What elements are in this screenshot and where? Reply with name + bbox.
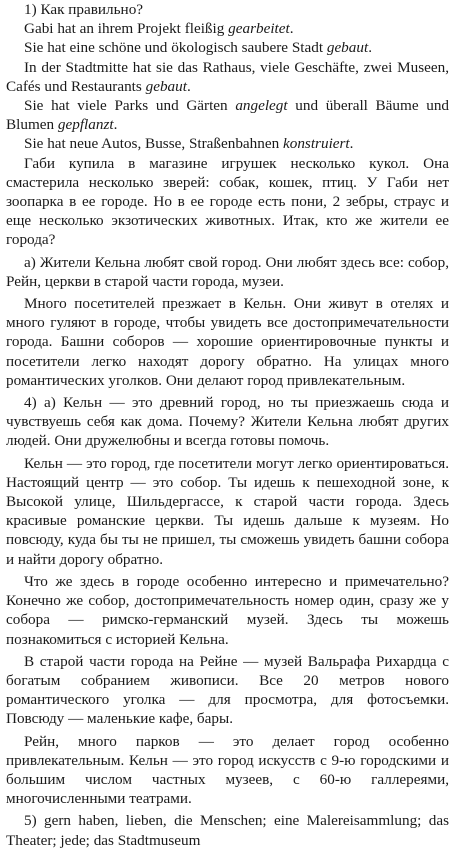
verb-participle: gebaut — [326, 39, 369, 57]
exercise-1-heading: 1) Как правильно? — [24, 1, 144, 18]
exercise-a-paragraph-2: Много посетителей презжает в Кельн. Они живут в отелях и много гуляют в городе, чтобы увидеть все достопримечательности города. Башни соборов — хорошие ориентировочные пункты и посетители легко находят дорогу обратно. На улицах много романтических уголков. Они делают город привлекательным. — [6, 295, 449, 389]
exercise-4-paragraph-2: Кельн — это город, где посетители могут легко ориентироваться. Настоящий центр — это собор. Ты идешь к пешеходной зоне, к Высокой улице, Шильдергассе, к старой части города. Здесь красивые романские церкви. Ты идешь дальше к музеям. Но повсюду, куда бы ты не пришел, ты сможешь увидеть башни собора и найти дорогу обратно. — [6, 454, 449, 568]
german-sentence-1: Gabi hat an ihrem Projekt fleißig gearbeitet. — [24, 20, 294, 38]
exercise-4-paragraph-1: 4) а) Кельн — это древний город, но ты приезжаешь сюда и чувствуешь себя как дома. Почему? Жители Кельна любят других людей. Они дружелюбны и всегда готовы помочь. — [6, 394, 449, 450]
verb-participle: gearbeitet — [228, 20, 290, 38]
verb-participle: angelegt — [235, 97, 288, 115]
exercise-a-paragraph-1: а) Жители Кельна любят свой город. Они любят здесь все: собор, Рейн, церкви в старой части города, музеи. — [6, 253, 449, 290]
exercise-4-paragraph-4: В старой части города на Рейне — музей Вальрафа Рихардца с богатым собранием живописи. Все 20 метров нового романтического уголка — для просмотра, для фотосъемки. Повсюду — маленькие кафе, бары. — [6, 652, 449, 728]
exercise-4-paragraph-3: Что же здесь в городе особенно интересно и примечательно? Конечно же собор, достопримечательность номер один, сразу же у собора — римско-германский музей. Здесь ты можешь познакомиться с историей Кельна. — [6, 572, 449, 648]
verb-participle: gebaut — [145, 77, 187, 95]
german-sentence-2: Sie hat eine schöne und ökologisch saubere Stadt gebaut. — [24, 39, 372, 57]
german-sentence-5: Sie hat neue Autos, Busse, Straßenbahnen konstruiert. — [24, 135, 354, 153]
verb-participle: gepflanzt — [57, 116, 114, 134]
verb-participle: konstruiert — [283, 135, 350, 153]
german-sentence-3: In der Stadtmitte hat sie das Rathaus, viele Geschäfte, zwei Museen, Cafés und Restaurants gebaut. — [6, 58, 449, 95]
german-sentence-4: Sie hat viele Parks und Gärten angelegt und überall Bäume und Blumen gepflanzt. — [6, 97, 450, 134]
exercise-5-answer: 5) gern haben, lieben, die Menschen; eine Malereisammlung; das Theater; jede; das Stadtmuseum — [6, 812, 449, 849]
exercise-4-paragraph-5: Рейн, много парков — это делает город особенно привлекательным. Кельн — это город искусств с 9-ю городскими и большим числом частных музеев, с 60-ю галлереями, многочисленными театрами. — [6, 732, 449, 808]
russian-paragraph-gabi: Габи купила в магазине игрушек несколько кукол. Она смастерила несколько зверей: собак, кошек, птиц. У Габи нет зоопарка в ее городе. Но в ее городе есть пони, 2 зебры, страус и еще несколько экзотических животных. Итак, кто же жители ее города? — [6, 154, 449, 249]
